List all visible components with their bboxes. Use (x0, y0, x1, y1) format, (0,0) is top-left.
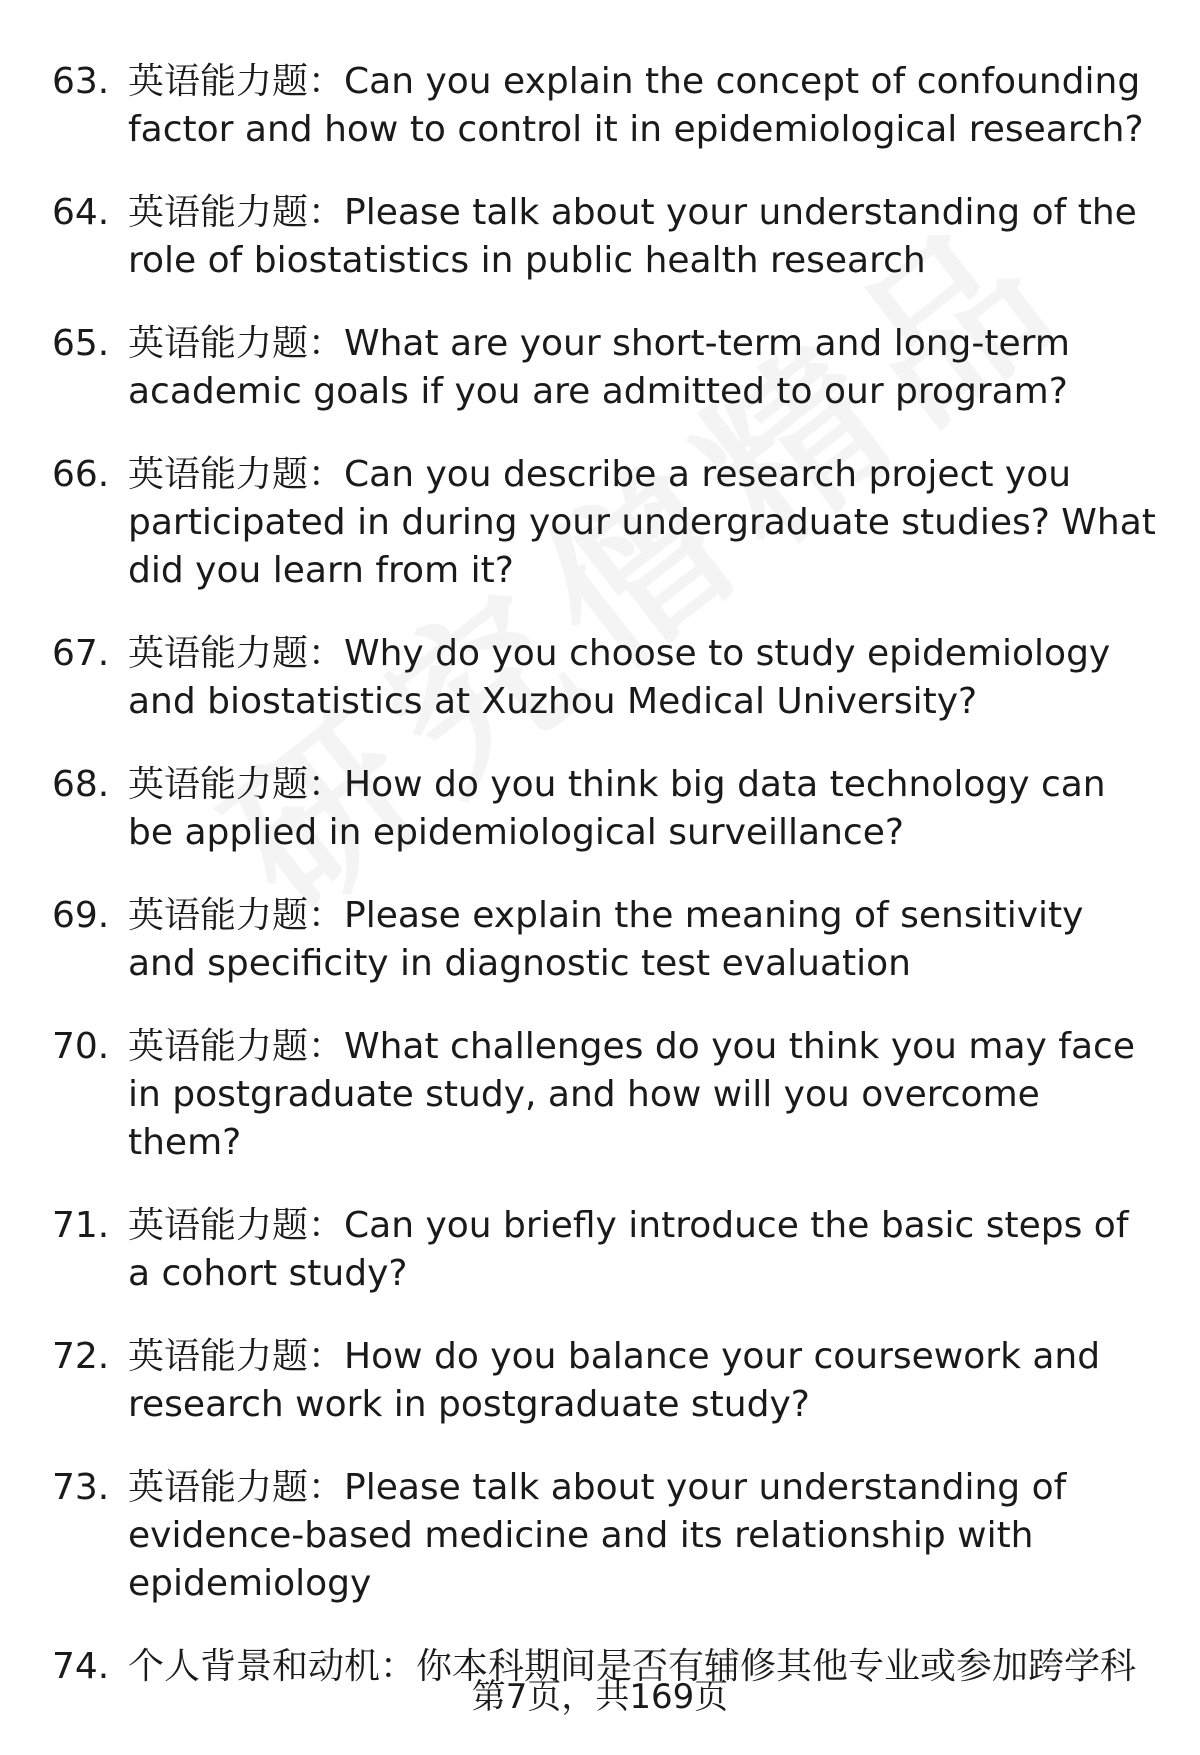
question-item (0, 630, 1200, 726)
question-item (0, 761, 1200, 857)
question-text: 个人背景和动机：你本科期间是否有辅修其他专业或参加跨学科 (128, 1646, 1137, 1687)
question-number: 67. (52, 633, 110, 674)
question-number: 69. (52, 895, 110, 936)
question-item (0, 1023, 1200, 1167)
question-text: 英语能力题：Can you describe a research project you participated in during your undergraduate studies? What did you learn from it? (128, 454, 1156, 591)
question-text: 英语能力题：Please talk about your understanding of evidence-based medicine and its relationship with epidemiology (128, 1467, 1067, 1604)
question-text: 英语能力题：Please talk about your understanding of the role of biostatistics in public health research (128, 192, 1137, 281)
question-text: 英语能力题：What challenges do you think you may face in postgraduate study, and how will you overcome them? (128, 1026, 1135, 1163)
question-number: 63. (52, 61, 110, 102)
question-number: 71. (52, 1205, 110, 1246)
question-text: 英语能力题：How do you balance your coursework and research work in postgraduate study? (128, 1336, 1101, 1425)
question-text: 英语能力题：Please explain the meaning of sensitivity and specificity in diagnostic test evaluation (128, 895, 1084, 984)
question-text: 英语能力题：How do you think big data technology can be applied in epidemiological surveillance? (128, 764, 1106, 853)
question-number: 64. (52, 192, 110, 233)
question-item (0, 451, 1200, 595)
page-number-footer: 第7页，共169页 (471, 1677, 729, 1717)
question-item (0, 1333, 1200, 1429)
question-number: 72. (52, 1336, 110, 1377)
question-list (0, 58, 1200, 1726)
question-number: 68. (52, 764, 110, 805)
question-item (0, 1202, 1200, 1298)
question-item (0, 320, 1200, 416)
question-number: 65. (52, 323, 110, 364)
question-text: 英语能力题：Can you explain the concept of confounding factor and how to control it in epidemiological research? (128, 61, 1144, 150)
question-number: 73. (52, 1467, 110, 1508)
question-item (0, 58, 1200, 154)
question-text: 英语能力题：What are your short-term and long-term academic goals if you are admitted to our program? (128, 323, 1070, 412)
question-item (0, 892, 1200, 988)
question-item (0, 189, 1200, 285)
question-item (0, 1464, 1200, 1608)
question-text: 英语能力题：Why do you choose to study epidemiology and biostatistics at Xuzhou Medical University? (128, 633, 1111, 722)
question-number: 74. (52, 1646, 110, 1687)
question-text: 英语能力题：Can you briefly introduce the basic steps of a cohort study? (128, 1205, 1129, 1294)
question-number: 70. (52, 1026, 110, 1067)
question-number: 66. (52, 454, 110, 495)
